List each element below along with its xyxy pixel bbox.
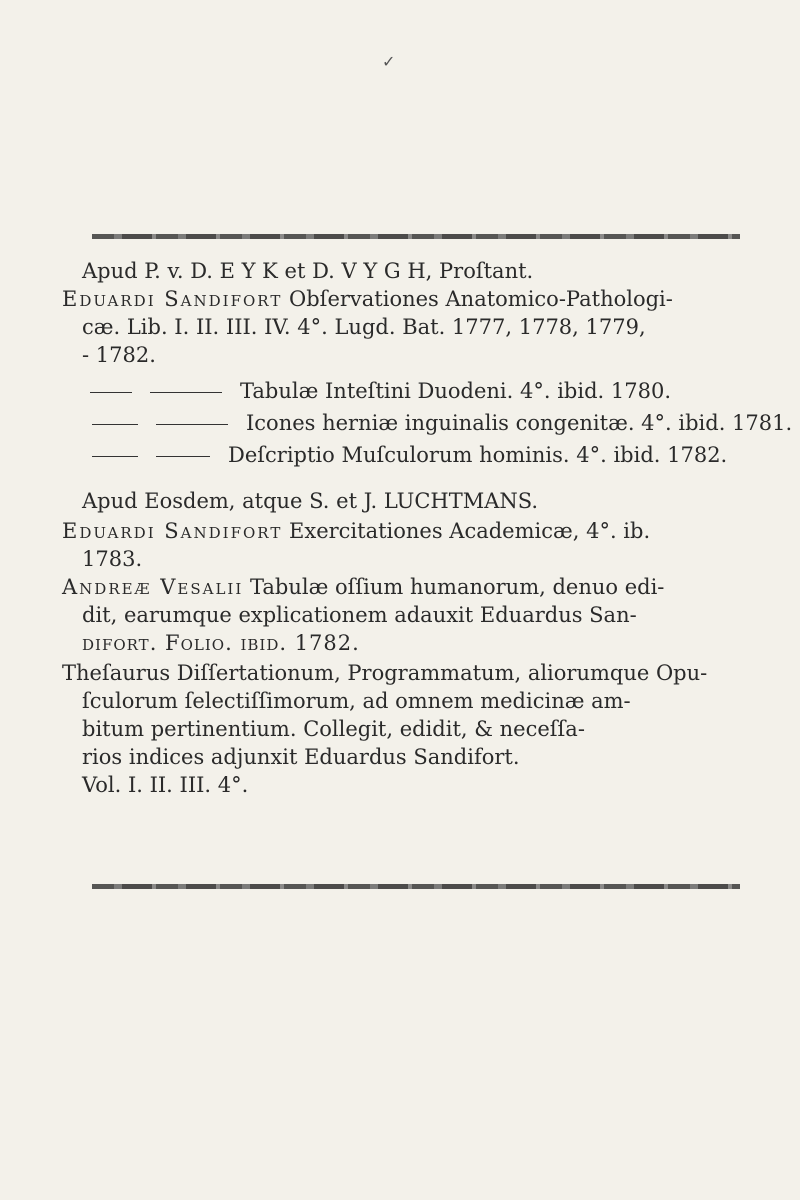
- top-ornamental-rule: [92, 234, 740, 239]
- entry-line: - 1782.: [82, 343, 156, 367]
- entry-title: Tabulæ oſſium humanorum, denuo edi-: [249, 575, 665, 599]
- ditto-dash: [92, 424, 138, 425]
- entry-author: Andreæ Vesalii: [62, 575, 244, 599]
- entry-title: Exercitationes Academicæ, 4°. ib.: [289, 519, 651, 543]
- entry-line: ſculorum ſelectiſſimorum, ad omnem medicinæ am-: [82, 689, 631, 713]
- bottom-ornamental-rule: [92, 884, 740, 889]
- entry-line: cæ. Lib. I. II. III. IV. 4°. Lugd. Bat. 1777, 1778, 1779,: [82, 315, 646, 339]
- entry-exercitationes: [62, 518, 650, 545]
- entry-title: Obſervationes Anatomico-Pathologi-: [289, 287, 673, 311]
- section1-heading: Apud P. v. D. E Y K et D. V Y G H, Proſtant.: [82, 259, 534, 283]
- sub-entry-tabulae: [90, 378, 671, 405]
- ditto-dash: [156, 424, 228, 425]
- ditto-dash: [150, 392, 222, 393]
- entry-line: rios indices adjunxit Eduardus Sandifort.: [82, 745, 520, 769]
- entry-line: Vol. I. II. III. 4°.: [82, 773, 249, 797]
- ditto-dash: [92, 456, 138, 457]
- entry-observationes: [62, 286, 673, 313]
- section2-heading: Apud Eosdem, atque S. et J. LUCHTMANS.: [82, 489, 539, 513]
- entry-line: dit, earumque explicationem adauxit Eduardus San-: [82, 603, 637, 627]
- ditto-dash: [90, 392, 132, 393]
- entry-line: 1783.: [82, 547, 143, 571]
- entry-vesalii: [62, 574, 664, 601]
- entry-author: Eduardi Sandifort: [62, 519, 283, 543]
- sub-entry-icones: [92, 410, 792, 437]
- entry-author: Eduardi Sandifort: [62, 287, 283, 311]
- sub-entry-text: Icones herniæ inguinalis congenitæ. 4°. ibid. 1781.: [246, 411, 793, 435]
- entry-thesaurus: Theſaurus Diſſertationum, Programmatum, aliorumque Opu-: [62, 661, 708, 685]
- entry-line: bitum pertinentium. Collegit, edidit, & neceſſa-: [82, 717, 585, 741]
- ditto-dash: [156, 456, 210, 457]
- pen-check-mark: ✓: [382, 52, 396, 71]
- sub-entry-text: Deſcriptio Muſculorum hominis. 4°. ibid. 1782.: [228, 443, 728, 467]
- sub-entry-descriptio: [92, 442, 727, 469]
- sub-entry-text: Tabulæ Inteſtini Duodeni. 4°. ibid. 1780.: [240, 379, 671, 403]
- entry-line: difort. Folio. ibid. 1782.: [82, 631, 360, 655]
